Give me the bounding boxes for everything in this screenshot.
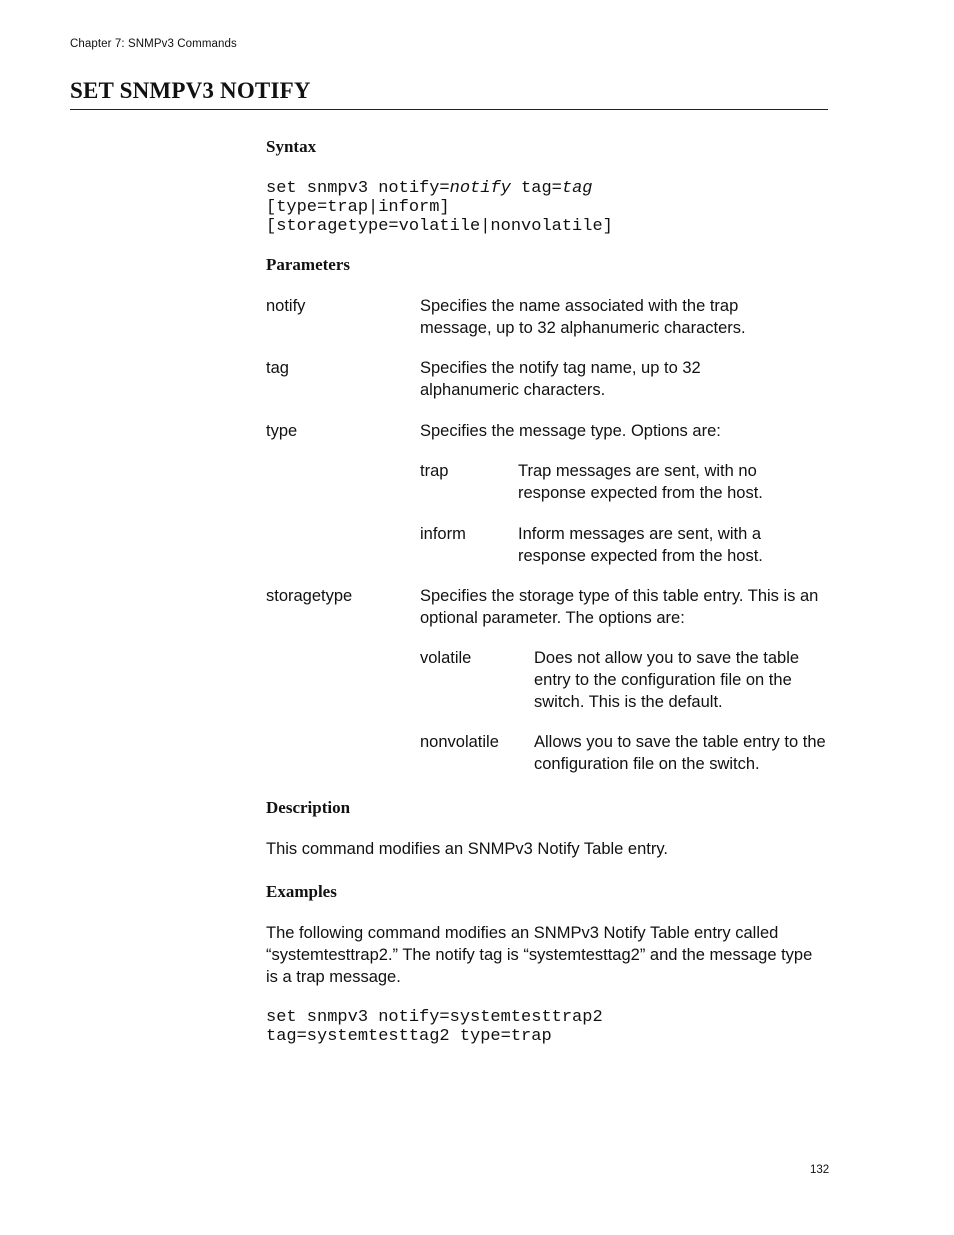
title-rule [70,109,828,110]
syntax-type-line: [type=trap|inform] [266,198,450,217]
option-nonvolatile-desc: Allows you to save the table entry to the configuration file on the switch. [534,733,826,773]
syntax-tag-var: tag [561,179,593,198]
option-volatile-name: volatile [420,649,472,667]
param-storagetype-desc: Specifies the storage type of this table entry. This is an optional parameter. The options are: [420,587,819,627]
option-trap-desc: Trap messages are sent, with no response expected from the host. [518,462,763,502]
option-trap-name: trap [420,462,449,480]
examples-heading: Examples [266,882,337,901]
page-number: 132 [810,1164,830,1176]
option-volatile-desc: Does not allow you to save the table entry to the configuration file on the switch. This is the default. [534,649,800,711]
param-notify-term: notify [266,297,306,315]
chapter-header: Chapter 7: SNMPv3 Commands [70,38,237,50]
description-text: This command modifies an SNMPv3 Notify Table entry. [266,840,668,858]
param-type-term: type [266,422,298,440]
param-storagetype-term: storagetype [266,587,353,605]
parameters-heading: Parameters [266,255,351,274]
examples-text: The following command modifies an SNMPv3 Notify Table entry called “systemtesttrap2.” The notify tag is “systemtesttag2” and the message type is a trap message. [266,924,813,986]
example-code [266,1008,603,1046]
syntax-tag-kw: tag= [510,179,562,198]
syntax-heading: Syntax [266,137,317,156]
page-title: SET SNMPV3 NOTIFY [70,78,311,103]
param-notify-desc: Specifies the name associated with the trap message, up to 32 alphanumeric characters. [420,297,746,337]
syntax-cmd: set snmpv3 notify= [266,179,450,198]
param-tag-term: tag [266,359,289,377]
example-code-line2: tag=systemtesttag2 type=trap [266,1027,552,1046]
option-inform-desc: Inform messages are sent, with a response expected from the host. [518,525,763,565]
param-type-desc: Specifies the message type. Options are: [420,422,721,440]
syntax-code [266,179,613,236]
description-heading: Description [266,798,351,817]
option-inform-name: inform [420,525,466,543]
example-code-line1: set snmpv3 notify=systemtesttrap2 [266,1008,603,1027]
syntax-storage-line: [storagetype=volatile|nonvolatile] [266,217,613,236]
param-tag-desc: Specifies the notify tag name, up to 32 alphanumeric characters. [420,359,701,399]
syntax-notify-var: notify [449,179,511,198]
option-nonvolatile-name: nonvolatile [420,733,499,751]
